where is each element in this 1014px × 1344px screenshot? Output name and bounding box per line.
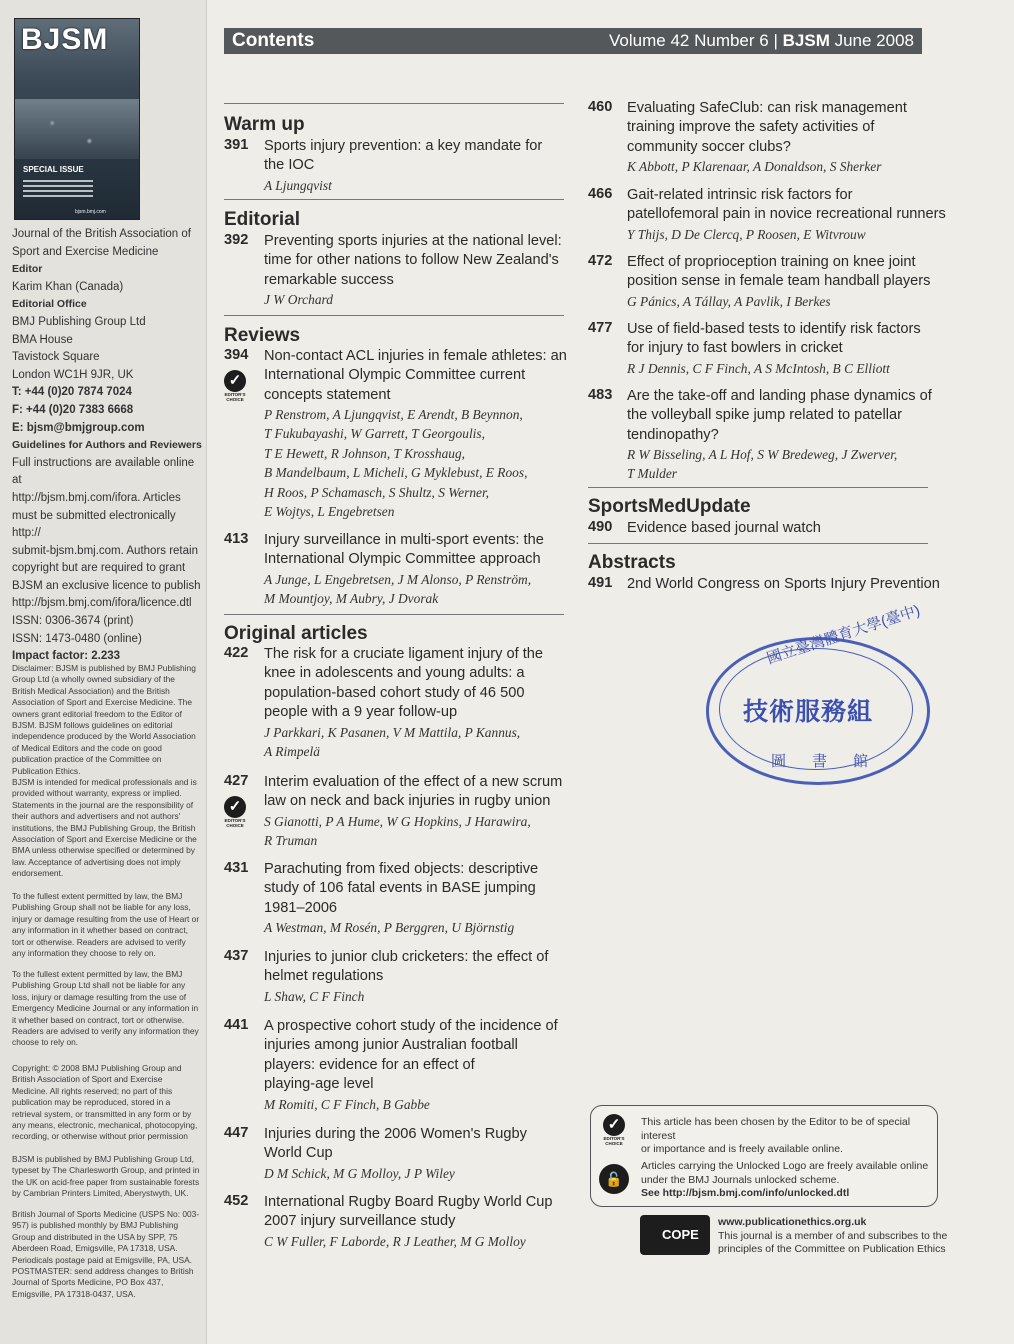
cope-logo bbox=[640, 1215, 710, 1255]
article-title: Parachuting from fixed objects: descriptive study of 106 fatal events in BASE jumping 1981–2006 bbox=[264, 861, 539, 916]
badge-label: CHOICE bbox=[226, 823, 244, 828]
cope-url[interactable]: www.publicationethics.org.uk bbox=[718, 1216, 867, 1228]
page-number: 452 bbox=[224, 1193, 249, 1209]
page-number: 413 bbox=[224, 531, 249, 547]
editor-name: Karim Khan (Canada) bbox=[12, 280, 124, 293]
contents-header bbox=[224, 28, 922, 54]
section-original-articles: Original articles bbox=[224, 623, 368, 644]
editors-choice-badge bbox=[220, 370, 250, 402]
divider bbox=[224, 614, 564, 615]
editors-choice-badge bbox=[220, 796, 250, 828]
liability-notice: To the fullest extent permitted by law, the BMJ Publishing Group shall not be liable for any loss, injury or damage resulting from the use of Heart or any information in it whether based on contract, tort or otherwise. Readers are advised to verify any information they choose to rely on. bbox=[12, 891, 200, 959]
disclaimer: Disclaimer: BJSM is published by BMJ Publishing Group Ltd (a wholly owned subsidiary of the British Medical Association) and the British Association of Sport and Exercise Medicine. The owners grant editorial freedom to the Editor of BJSM. BJSM follows guidelines on editorial independence produced by the World Association of Medical Editors and the code on good publication practice of the Committee on Publication Ethics. bbox=[12, 663, 196, 776]
editors-choice-note: This article has been chosen by the Editor to be of special interest or importance and is freely available online. bbox=[641, 1116, 911, 1155]
page-number: 447 bbox=[224, 1125, 249, 1141]
editor-label: Editor bbox=[12, 263, 43, 276]
section-abstracts: Abstracts bbox=[588, 552, 676, 573]
page-number: 422 bbox=[224, 645, 249, 661]
checkmark-icon: ✓ bbox=[603, 1114, 625, 1136]
office-line: BMA House bbox=[12, 333, 73, 346]
sidebar bbox=[0, 0, 207, 1344]
article-title: Effect of proprioception training on knee joint position sense in female team handball players bbox=[627, 254, 931, 290]
section-editorial: Editorial bbox=[224, 209, 301, 230]
article-title: Injury surveillance in multi-sport events: the International Olympic Committee approach bbox=[264, 532, 544, 568]
guidelines-line: copyright but are required to grant bbox=[12, 562, 186, 575]
page-number: 437 bbox=[224, 948, 249, 964]
article-title: The risk for a cruciate ligament injury of the knee in adolescents and young adults: a population-based cohort study of 46 500 people with a 9 year follow-up bbox=[264, 646, 544, 721]
fax: F: +44 (0)20 7383 6668 bbox=[12, 403, 134, 416]
article-authors: L Shaw, C F Finch bbox=[264, 989, 365, 1004]
section-reviews: Reviews bbox=[224, 325, 301, 346]
stamp-top-text: 國立臺灣體育大學(臺中) bbox=[764, 601, 923, 668]
article-title: Evidence based journal watch bbox=[627, 520, 821, 536]
journal-info bbox=[12, 226, 206, 666]
article-authors: C W Fuller, F Laborde, R J Leather, M G Molloy bbox=[264, 1234, 526, 1249]
intended-use: BJSM is intended for medical professionals and is provided without warranty, express or implied. Statements in the journal are the responsibility of their authors and advertisers and not authors' institutions, the BMJ Publishing Group, the British Association of Sport and Exercise Medicine or the BMA unless otherwise specified or determined by law. Acceptance of advertising does not imply endorsement. bbox=[12, 777, 197, 879]
page-number: 491 bbox=[588, 575, 613, 591]
article-title: Interim evaluation of the effect of a new scrum law on neck and back injuries in rugby union bbox=[264, 774, 563, 810]
article-title: Injuries to junior club cricketers: the effect of helmet regulations bbox=[264, 949, 549, 985]
badge-label: CHOICE bbox=[226, 397, 244, 402]
article-authors: A Ljungqvist bbox=[264, 178, 332, 193]
office-line: BMJ Publishing Group Ltd bbox=[12, 315, 146, 328]
page-number: 477 bbox=[588, 320, 613, 336]
cover-special-issue: SPECIAL ISSUE bbox=[23, 165, 84, 174]
guidelines-line: must be submitted electronically http:// bbox=[12, 509, 176, 540]
article-title: 2nd World Congress on Sports Injury Prevention bbox=[627, 576, 940, 592]
page-title: Contents bbox=[232, 30, 315, 51]
article-authors: J Parkkari, K Pasanen, V M Mattila, P Kannus, A Rimpelä bbox=[264, 725, 521, 760]
article-title: A prospective cohort study of the incidence of injuries among junior Australian football players: evidence for an effect of playing-age level bbox=[264, 1018, 558, 1093]
legend-box bbox=[590, 1105, 938, 1207]
page-number: 431 bbox=[224, 860, 249, 876]
divider bbox=[224, 199, 564, 200]
editors-choice-badge bbox=[599, 1114, 629, 1146]
issue-info bbox=[609, 31, 914, 51]
divider bbox=[588, 487, 928, 488]
article-title: Preventing sports injuries at the national level: time for other nations to follow New Zealand's remarkable success bbox=[264, 233, 562, 288]
issn-print: ISSN: 0306-3674 (print) bbox=[12, 615, 134, 628]
divider bbox=[588, 543, 928, 544]
cover-text-lines bbox=[23, 177, 93, 200]
section-warm-up: Warm up bbox=[224, 114, 305, 135]
journal-line: Sport and Exercise Medicine bbox=[12, 245, 159, 258]
cope-logo-text: COPE bbox=[662, 1227, 699, 1242]
badge-label: CHOICE bbox=[605, 1141, 623, 1146]
journal-line: Journal of the British Association of bbox=[12, 228, 191, 240]
unlocked-note: Articles carrying the Unlocked Logo are freely available online under the BMJ Journals unlocked scheme. See http://bjsm.bmj.com/info/unlocked.dtl bbox=[641, 1160, 929, 1199]
guidelines-line: BJSM an exclusive licence to publish bbox=[12, 579, 201, 592]
page-number: 466 bbox=[588, 186, 613, 202]
checkmark-icon: ✓ bbox=[224, 796, 246, 818]
article-authors: A Westman, M Rosén, P Berggren, U Björnstig bbox=[264, 920, 515, 935]
article-authors: R J Dennis, C F Finch, A S McIntosh, B C Elliott bbox=[627, 361, 890, 376]
cover-photo bbox=[15, 99, 139, 159]
article-title: International Rugby Board Rugby World Cup 2007 injury surveillance study bbox=[264, 1194, 553, 1230]
page-number: 483 bbox=[588, 387, 613, 403]
guidelines-line: http://bjsm.bmj.com/ifora/licence.dtl bbox=[12, 597, 192, 610]
article-authors: G Pánics, A Tállay, A Pavlik, I Berkes bbox=[627, 294, 831, 309]
article-authors: M Romiti, C F Finch, B Gabbe bbox=[264, 1097, 430, 1112]
stamp-main-text: 技術服務組 bbox=[743, 697, 874, 726]
office-line: Tavistock Square bbox=[12, 351, 100, 364]
article-authors: Y Thijs, D De Clercq, P Roosen, E Witvrouw bbox=[627, 227, 866, 242]
checkmark-icon: ✓ bbox=[224, 370, 246, 392]
guidelines-line: http://bjsm.bmj.com/ifora. Articles bbox=[12, 491, 181, 504]
usps-info: British Journal of Sports Medicine (USPS No: 003-957) is published monthly by BMJ Publishing Group and distributed in the USA by SPP, 75 Aberdeen Road, Emigsville, PA 17318, USA. Periodicals postage paid at Emigsville, PA, USA. POSTMASTER: send address changes to British Journal of Sports Medicine, PO Box 437, Emigsville, PA 17318-0437, USA. bbox=[12, 1209, 200, 1299]
divider bbox=[224, 103, 564, 104]
issn-online: ISSN: 1473-0480 (online) bbox=[12, 632, 142, 645]
page-number: 394 bbox=[224, 347, 249, 363]
article-authors: A Junge, L Engebretsen, J M Alonso, P Renström, M Mountjoy, M Aubry, J Dvorak bbox=[264, 572, 532, 607]
separator: | bbox=[773, 31, 778, 50]
article-authors: P Renstrom, A Ljungqvist, E Arendt, B Beynnon, T Fukubayashi, W Garrett, T Georgoulis, T E Hewett, R Johnson, T Krosshaug, B Mandelbaum, L Micheli, G Myklebust, E Roos, H Roos, P Schamasch, S Shultz, S Werner, E Wojtys, L Engebretsen bbox=[264, 407, 528, 520]
badge-label: EDITOR'S bbox=[603, 1136, 625, 1141]
page-number: 391 bbox=[224, 137, 249, 153]
article-title: Are the take-off and landing phase dynamics of the volleyball spike jump related to patellar tendinopathy? bbox=[627, 388, 932, 443]
journal-name: BJSM bbox=[782, 31, 830, 50]
article-title: Sports injury prevention: a key mandate for the IOC bbox=[264, 138, 543, 174]
article-authors: R W Bisseling, A L Hof, S W Bredeweg, J Zwerver, T Mulder bbox=[627, 447, 898, 482]
volume-number: Volume 42 Number 6 bbox=[609, 31, 769, 50]
liability-notice: To the fullest extent permitted by law, the BMJ Publishing Group Ltd shall not be liable for any loss, injury or damage resulting from the use of Emergency Medicine Journal or any information in it whether based on contract, tort or otherwise. Readers are advised to verify any information they choose to rely on. bbox=[12, 969, 199, 1048]
cope-info: www.publicationethics.org.uk This journal is a member of and subscribes to the principles of the Committee on Publication Ethics bbox=[718, 1216, 948, 1256]
article-title: Injuries during the 2006 Women's Rugby World Cup bbox=[264, 1126, 527, 1162]
cover-logo: BJSM bbox=[21, 23, 109, 56]
page-number: 490 bbox=[588, 519, 613, 535]
article-title: Use of field-based tests to identify risk factors for injury to fast bowlers in cricket bbox=[627, 321, 921, 357]
page-number: 472 bbox=[588, 253, 613, 269]
telephone: T: +44 (0)20 7874 7024 bbox=[12, 386, 132, 399]
cover-url: bjsm.bmj.com bbox=[75, 209, 106, 215]
guidelines-label: Guidelines for Authors and Reviewers bbox=[12, 439, 202, 452]
guidelines-line: submit-bjsm.bmj.com. Authors retain bbox=[12, 544, 198, 557]
divider bbox=[224, 315, 564, 316]
page-number: 441 bbox=[224, 1017, 249, 1033]
office-line: London WC1H 9JR, UK bbox=[12, 368, 134, 381]
office-label: Editorial Office bbox=[12, 298, 87, 311]
article-authors: J W Orchard bbox=[264, 292, 333, 307]
unlocked-icon: 🔓 bbox=[599, 1164, 629, 1194]
article-title: Gait-related intrinsic risk factors for patellofemoral pain in novice recreational runners bbox=[627, 187, 946, 223]
typeset-info: BJSM is published by BMJ Publishing Group Ltd, typeset by The Charlesworth Group, and printed in the UK on acid-free paper from sustainable forests by Cambrian Printers Limited, Aberystwyth, UK. bbox=[12, 1154, 200, 1199]
page-number: 392 bbox=[224, 232, 249, 248]
badge-label: EDITOR'S bbox=[224, 392, 246, 397]
article-authors: K Abbott, P Klarenaar, A Donaldson, S Sherker bbox=[627, 159, 882, 174]
issue-date: June 2008 bbox=[834, 31, 914, 50]
badge-label: EDITOR'S bbox=[224, 818, 246, 823]
copyright: Copyright: © 2008 BMJ Publishing Group and British Association of Sport and Exercise Medicine. All rights reserved; no part of this publication may be reproduced, stored in a retrieval system, or transmitted in any form or by any means, electronic, mechanical, photocopying, recording, or otherwise without prior permission bbox=[12, 1063, 198, 1142]
impact-factor: Impact factor: 2.233 bbox=[12, 650, 121, 663]
section-sportsmedupdate: SportsMedUpdate bbox=[588, 496, 751, 517]
article-authors: S Gianotti, P A Hume, W G Hopkins, J Harawira, R Truman bbox=[264, 814, 531, 849]
stamp-bottom-text: 圖書館 bbox=[771, 753, 895, 770]
article-authors: D M Schick, M G Molloy, J P Wiley bbox=[264, 1166, 455, 1181]
journal-cover-image bbox=[14, 18, 140, 220]
page-number: 460 bbox=[588, 99, 613, 115]
email-link[interactable]: E: bjsm@bmjgroup.com bbox=[12, 421, 145, 434]
page-number: 427 bbox=[224, 773, 249, 789]
article-title: Evaluating SafeClub: can risk management training improve the safety activities of community soccer clubs? bbox=[627, 100, 907, 155]
library-stamp bbox=[706, 601, 930, 785]
guidelines-line: Full instructions are available online at bbox=[12, 456, 195, 487]
article-title: Non-contact ACL injuries in female athletes: an International Olympic Committee current concepts statement bbox=[264, 348, 567, 403]
unlocked-link[interactable]: See http://bjsm.bmj.com/info/unlocked.dtl bbox=[641, 1187, 850, 1199]
